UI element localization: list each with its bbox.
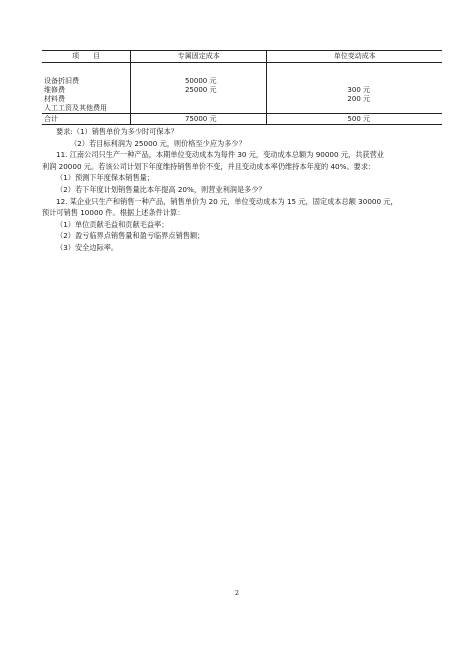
problem-12-line: 预计可销售 10000 件。根据上述条件计算： — [42, 208, 185, 218]
requirement-line: （1）单位贡献毛益和贡献毛益率； — [56, 219, 169, 229]
requirement-line: 要求:（1）销售单价为多少时可保本？ — [56, 127, 178, 136]
total-fixed: 75000 元 — [131, 114, 267, 125]
table-header-row — [42, 51, 442, 63]
row-fixed: 50000 元 — [131, 63, 267, 87]
requirement-line: （3）安全边际率。 — [56, 242, 119, 252]
cost-table — [42, 50, 442, 125]
table-row — [42, 86, 442, 95]
problem-12-line: 12. 某企业只生产和销售一种产品，销售单价为 20 元，单位变动成本为 15 元，固定成本总额 30000 元， — [56, 196, 398, 206]
table-total-row — [42, 114, 442, 125]
page-number: 2 — [234, 589, 240, 597]
table-row — [42, 63, 442, 87]
row-variable: 300 元 — [267, 86, 442, 95]
total-label: 合计 — [42, 114, 131, 125]
requirement-line: （2）若目标利润为 25000 元，则价格至少应为多少？ — [70, 138, 246, 148]
header-fixed-cost: 专属固定成本 — [131, 51, 267, 63]
row-item: 设备折旧费 — [44, 77, 79, 85]
problem-11-line: 11. 江南公司只生产一种产品，本期单位变动成本为每件 30 元，变动成本总额为 90000 元，共获营业 — [56, 150, 384, 160]
table-row — [42, 95, 442, 104]
header-unit-variable-cost: 单位变动成本 — [267, 51, 442, 63]
requirement-line: （1）预测下年度保本销售量； — [56, 173, 155, 183]
row-item: 材料费 — [44, 95, 65, 103]
total-variable: 500 元 — [267, 114, 442, 125]
table-row — [42, 104, 442, 114]
row-variable — [267, 63, 442, 87]
row-variable — [267, 104, 442, 114]
requirement-line: （2）盈亏临界点销售量和盈亏临界点销售额； — [56, 231, 205, 241]
row-item: 人工工资及其他费用 — [44, 104, 107, 112]
row-fixed — [131, 95, 267, 104]
exercise-text — [42, 126, 442, 254]
problem-11-line: 利润 20000 元。若该公司计划下年度维持销售单价不变，并且变动成本率仍维持本年度的 40%。要求： — [42, 161, 376, 171]
header-item: 项 目 — [42, 51, 131, 63]
row-fixed — [131, 104, 267, 114]
row-item: 维修费 — [44, 86, 65, 94]
row-fixed: 25000 元 — [131, 86, 267, 95]
requirement-line: （2）若下年度计划销售量比本年提高 20%，则营业利润是多少？ — [56, 184, 266, 194]
row-variable: 200 元 — [267, 95, 442, 104]
